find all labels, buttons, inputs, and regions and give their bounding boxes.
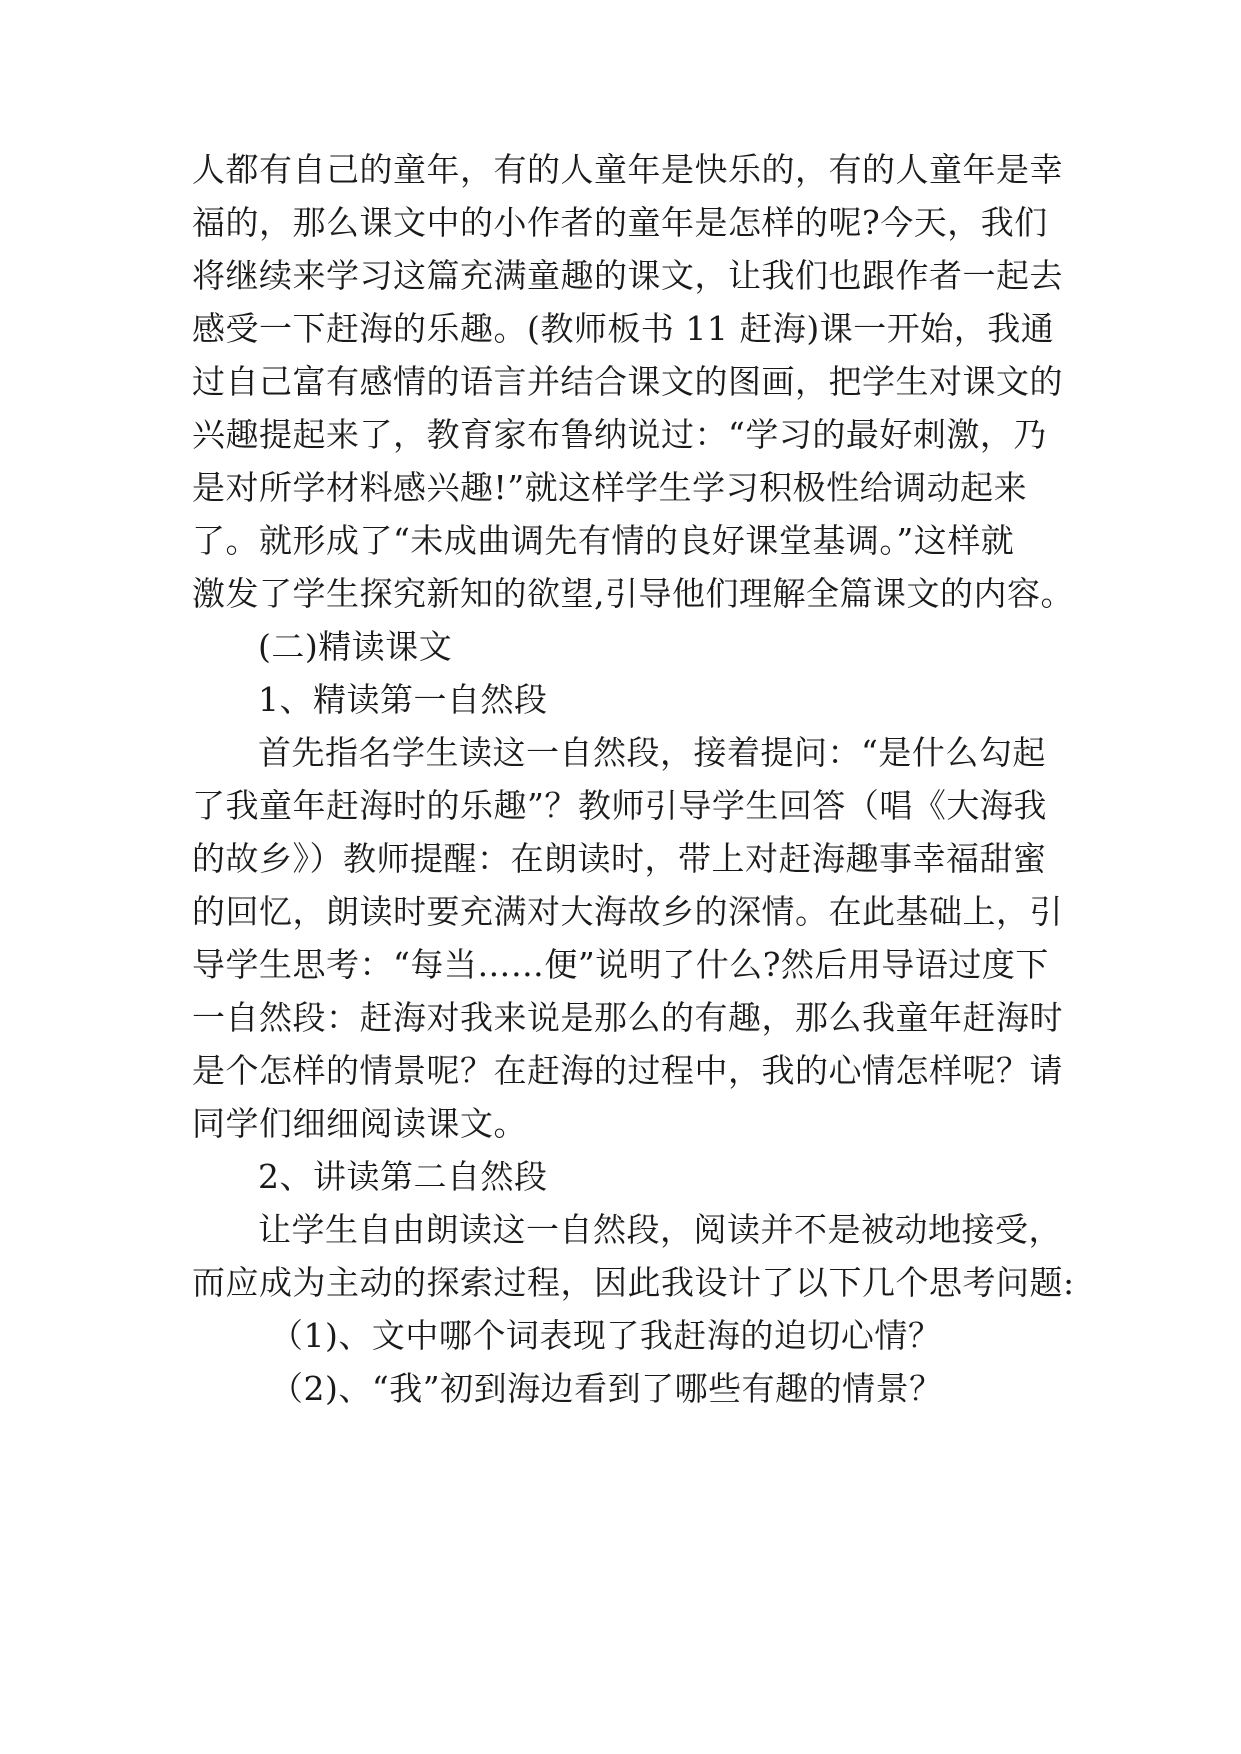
text-line: 了。就形成了“未成曲调先有情的良好课堂基调。”这样就: [192, 521, 1015, 560]
text-line: 是对所学材料感兴趣!”就这样学生学习积极性给调动起来: [192, 468, 1028, 507]
text-line: 是个怎样的情景呢？在赶海的过程中，我的心情怎样呢？请: [192, 1051, 1063, 1090]
section-heading: (二)精读课文: [258, 627, 453, 666]
text-line: 的故乡》）教师提醒：在朗读时，带上对赶海趣事幸福甜蜜: [192, 839, 1047, 878]
subsection-heading: 1、精读第一自然段: [258, 680, 548, 719]
text-line: 过自己富有感情的语言并结合课文的图画，把学生对课文的: [192, 362, 1063, 401]
subsection-heading: 2、讲读第二自然段: [258, 1157, 548, 1196]
text-line: 感受一下赶海的乐趣。(教师板书 11 赶海)课一开始，我通: [192, 309, 1055, 348]
text-line: 福的，那么课文中的小作者的童年是怎样的呢?今天，我们: [192, 203, 1048, 242]
text-line: 激发了学生探究新知的欲望,引导他们理解全篇课文的内容。: [192, 574, 1074, 613]
text-line: 了我童年赶海时的乐趣”？教师引导学生回答（唱《大海我: [192, 786, 1047, 825]
text-line: 让学生自由朗读这一自然段，阅读并不是被动地接受，: [258, 1210, 1062, 1249]
question-item: （2)、“我”初到海边看到了哪些有趣的情景？: [270, 1369, 943, 1408]
text-line: 将继续来学习这篇充满童趣的课文，让我们也跟作者一起去: [192, 256, 1063, 295]
text-line: 导学生思考：“每当……便”说明了什么?然后用导语过度下: [192, 945, 1049, 984]
text-line: 兴趣提起来了，教育家布鲁纳说过：“学习的最好刺激，乃: [192, 415, 1047, 454]
question-item: （1)、文中哪个词表现了我赶海的迫切心情？: [270, 1316, 942, 1355]
text-line: 同学们细细阅读课文。: [192, 1104, 527, 1143]
text-line: 人都有自己的童年，有的人童年是快乐的，有的人童年是幸: [192, 150, 1063, 189]
text-line: 一自然段：赶海对我来说是那么的有趣，那么我童年赶海时: [192, 998, 1063, 1037]
text-line: 而应成为主动的探索过程，因此我设计了以下几个思考问题:: [192, 1263, 1075, 1302]
text-line: 的回忆，朗读时要充满对大海故乡的深情。在此基础上，引: [192, 892, 1063, 931]
text-line: 首先指名学生读这一自然段，接着提问：“是什么勾起: [258, 733, 1046, 772]
